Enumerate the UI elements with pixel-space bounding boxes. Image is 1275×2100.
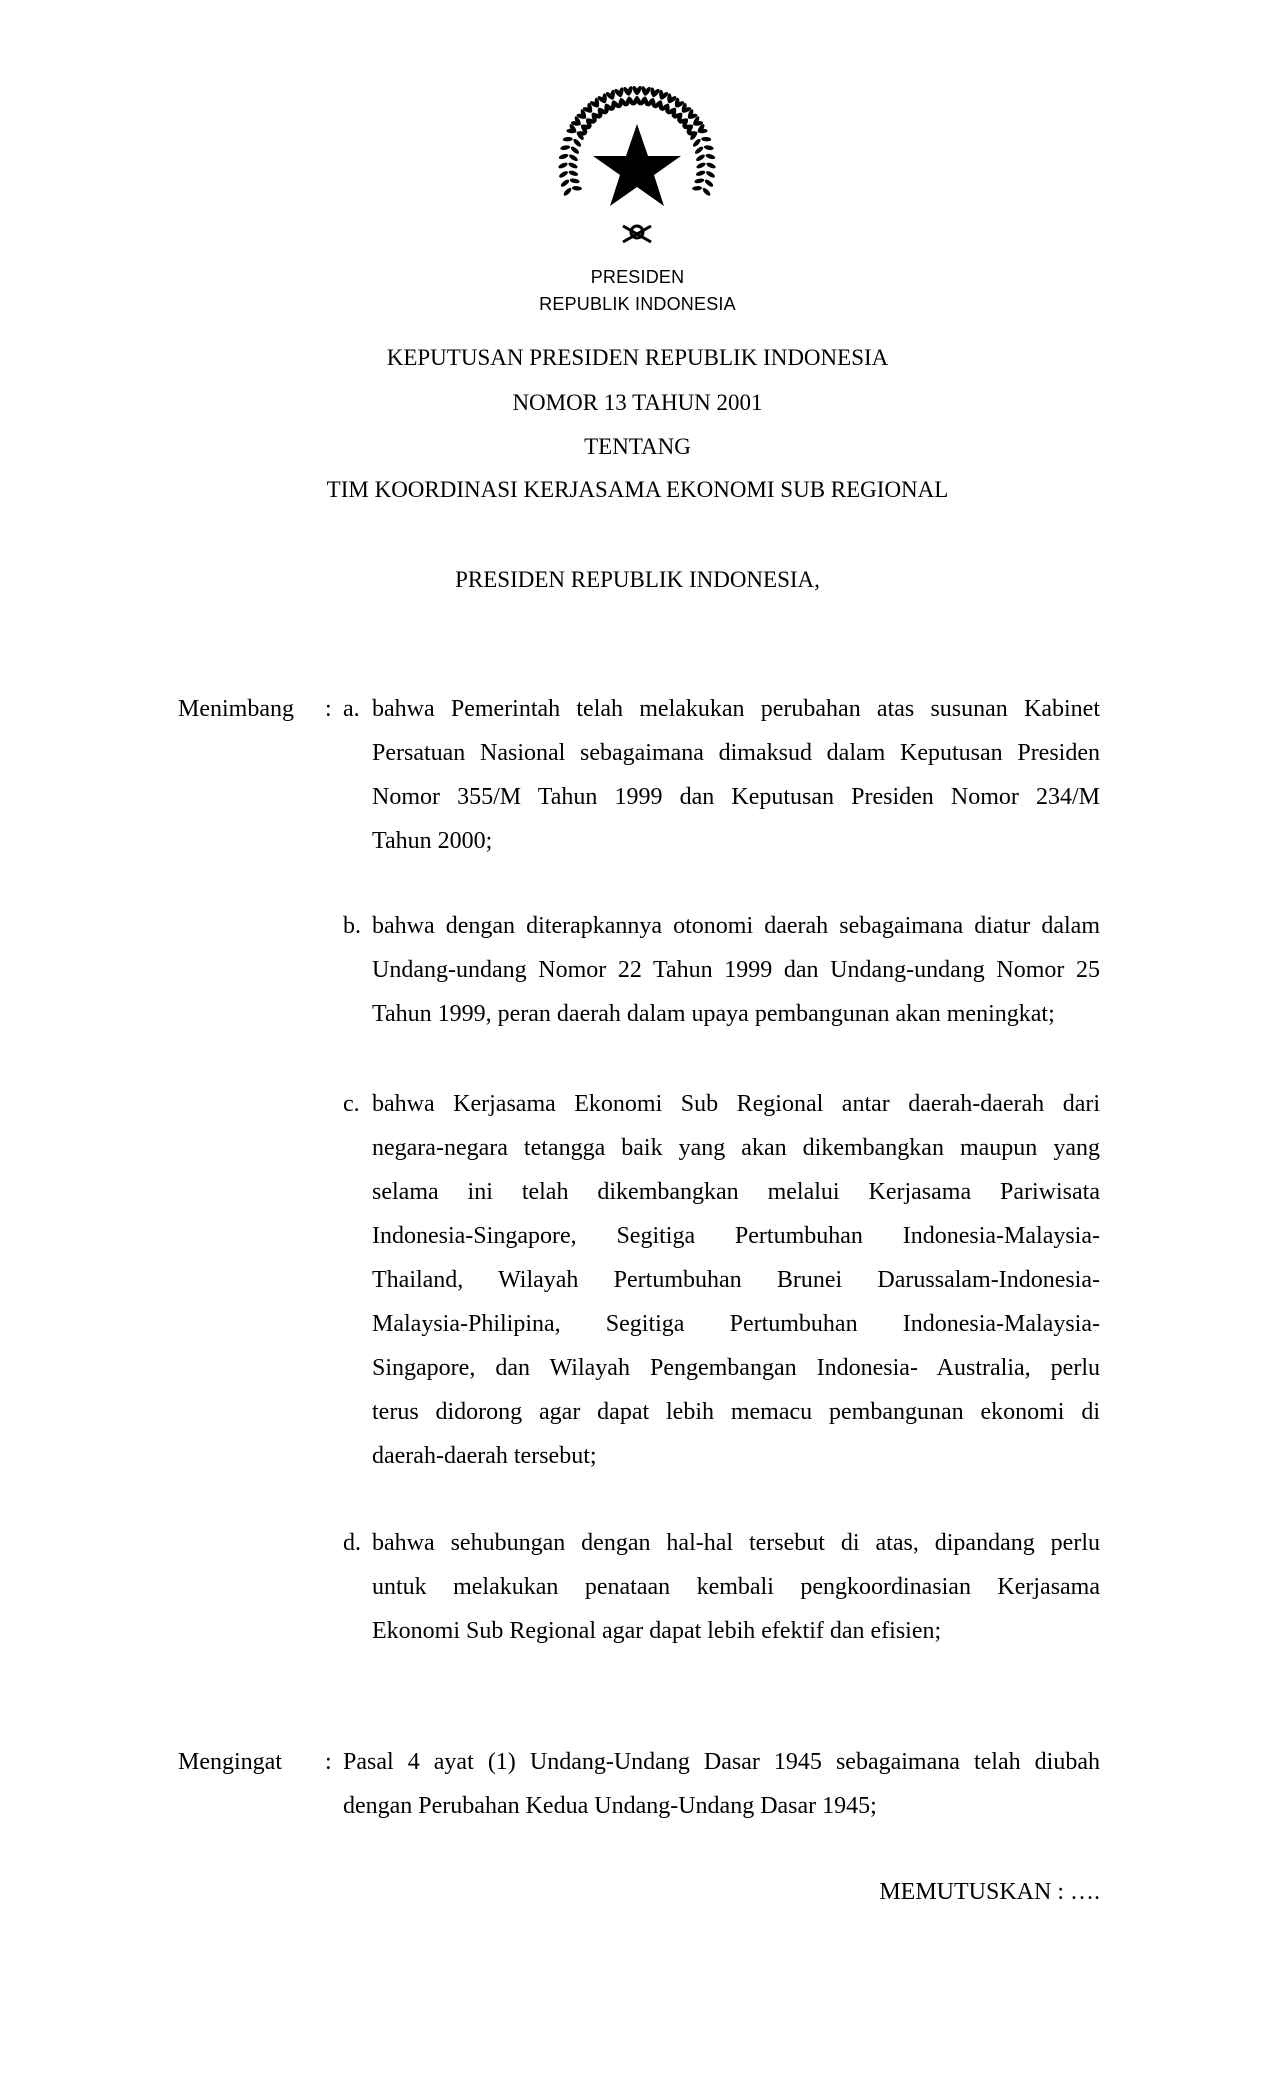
wreath-leaf [705, 170, 716, 179]
wreath-leaf [703, 145, 714, 151]
menimbang-item-a [372, 687, 1100, 863]
text-line: negara-negara tetangga baik yang akan dikembangkan maupun yang [372, 1135, 1100, 1161]
mengingat-label: Mengingat [178, 1749, 282, 1775]
text-line: daerah-daerah tersebut; [372, 1443, 597, 1469]
wreath-leaf [694, 178, 705, 184]
wreath-leaf [568, 170, 579, 177]
text-line: Malaysia-Philipina, Segitiga Pertumbuhan Indonesia-Malaysia- [372, 1311, 1100, 1337]
wreath-leaf [695, 170, 706, 177]
menimbang-item-b [372, 904, 1100, 1036]
wreath-leaf [568, 153, 579, 162]
item-marker: a. [343, 696, 360, 722]
text-line: bahwa dengan diterapkannya otonomi daerah sebagaimana diatur dalam [372, 913, 1100, 939]
wreath-leaf [704, 178, 715, 188]
wreath-leaf [560, 145, 571, 151]
wreath-leaf [695, 153, 706, 162]
memutuskan-continuation: MEMUTUSKAN : …. [879, 1879, 1100, 1905]
text-line: selama ini telah dikembangkan melalui Kerjasama Pariwisata [372, 1179, 1100, 1205]
text-line: Thailand, Wilayah Pertumbuhan Brunei Darussalam-Indonesia- [372, 1267, 1100, 1293]
text-line: bahwa Pemerintah telah melakukan perubahan atas susunan Kabinet [372, 696, 1100, 722]
presidential-seal [557, 86, 717, 252]
title-line-2: NOMOR 13 TAHUN 2001 [512, 390, 763, 415]
item-marker: c. [343, 1091, 360, 1117]
star-icon [593, 124, 681, 206]
text-line: Ekonomi Sub Regional agar dapat lebih efektif dan efisien; [372, 1618, 942, 1644]
wreath-leaf [570, 145, 581, 155]
header-presiden: PRESIDEN [590, 267, 685, 287]
wreath-leaf [569, 178, 580, 184]
wreath-leaf [558, 153, 569, 160]
wreath-leaf [706, 161, 717, 169]
text-line: Undang-undang Nomor 22 Tahun 1999 dan Undang-undang Nomor 25 [372, 957, 1100, 983]
text-line: terus didorong agar dapat lebih memacu pembangunan ekonomi di [372, 1399, 1100, 1425]
wreath-leaf [696, 161, 707, 169]
text-line: untuk melakukan penataan kembali pengkoordinasian Kerjasama [372, 1574, 1100, 1600]
wreath-leaf [701, 187, 711, 197]
wreath-leaf [705, 153, 716, 160]
menimbang-item-d [372, 1521, 1100, 1653]
item-marker: b. [343, 913, 361, 939]
text-line: bahwa sehubungan dengan hal-hal tersebut di atas, dipandang perlu [372, 1530, 1100, 1556]
wreath-leaf [694, 145, 705, 155]
mengingat-colon: : [325, 1749, 332, 1775]
menimbang-label: Menimbang [178, 696, 294, 722]
wreath-leaf [562, 187, 572, 197]
title-line-3: TENTANG [584, 434, 691, 459]
wreath-leaf [692, 186, 702, 191]
text-line: bahwa Kerjasama Ekonomi Sub Regional antar daerah-daerah dari [372, 1091, 1100, 1117]
text-line: Persatuan Nasional sebagaimana dimaksud dalam Keputusan Presiden [372, 740, 1100, 766]
text-line: dengan Perubahan Kedua Undang-Undang Dasar 1945; [343, 1793, 877, 1819]
wreath-leaf [701, 137, 711, 142]
menimbang-item-c [372, 1082, 1100, 1478]
title-line-1: KEPUTUSAN PRESIDEN REPUBLIK INDONESIA [386, 345, 889, 370]
item-marker: d. [343, 1530, 361, 1556]
menimbang-colon: : [325, 696, 332, 722]
wreath-leaf [568, 161, 579, 169]
wreath-leaf [560, 178, 571, 188]
text-line: Nomor 355/M Tahun 1999 dan Keputusan Presiden Nomor 234/M [372, 784, 1100, 810]
wreath-leaf [572, 186, 582, 191]
wreath-leaf [563, 137, 573, 142]
text-line: Indonesia-Singapore, Segitiga Pertumbuhan Indonesia-Malaysia- [372, 1223, 1100, 1249]
wreath-leaf [558, 170, 569, 179]
title-line-4: TIM KOORDINASI KERJASAMA EKONOMI SUB REGIONAL [326, 477, 949, 502]
header-republik-indonesia: REPUBLIK INDONESIA [539, 294, 736, 314]
wreath-leaf [558, 161, 569, 169]
text-line: Tahun 2000; [372, 828, 493, 854]
text-line: Singapore, dan Wilayah Pengembangan Indonesia- Australia, perlu [372, 1355, 1100, 1381]
text-line: Tahun 1999, peran daerah dalam upaya pembangunan akan meningkat; [372, 1001, 1055, 1027]
mengingat-text [343, 1740, 1100, 1828]
text-line: Pasal 4 ayat (1) Undang-Undang Dasar 1945 sebagaimana telah diubah [343, 1749, 1100, 1775]
issuer: PRESIDEN REPUBLIK INDONESIA, [455, 567, 820, 592]
